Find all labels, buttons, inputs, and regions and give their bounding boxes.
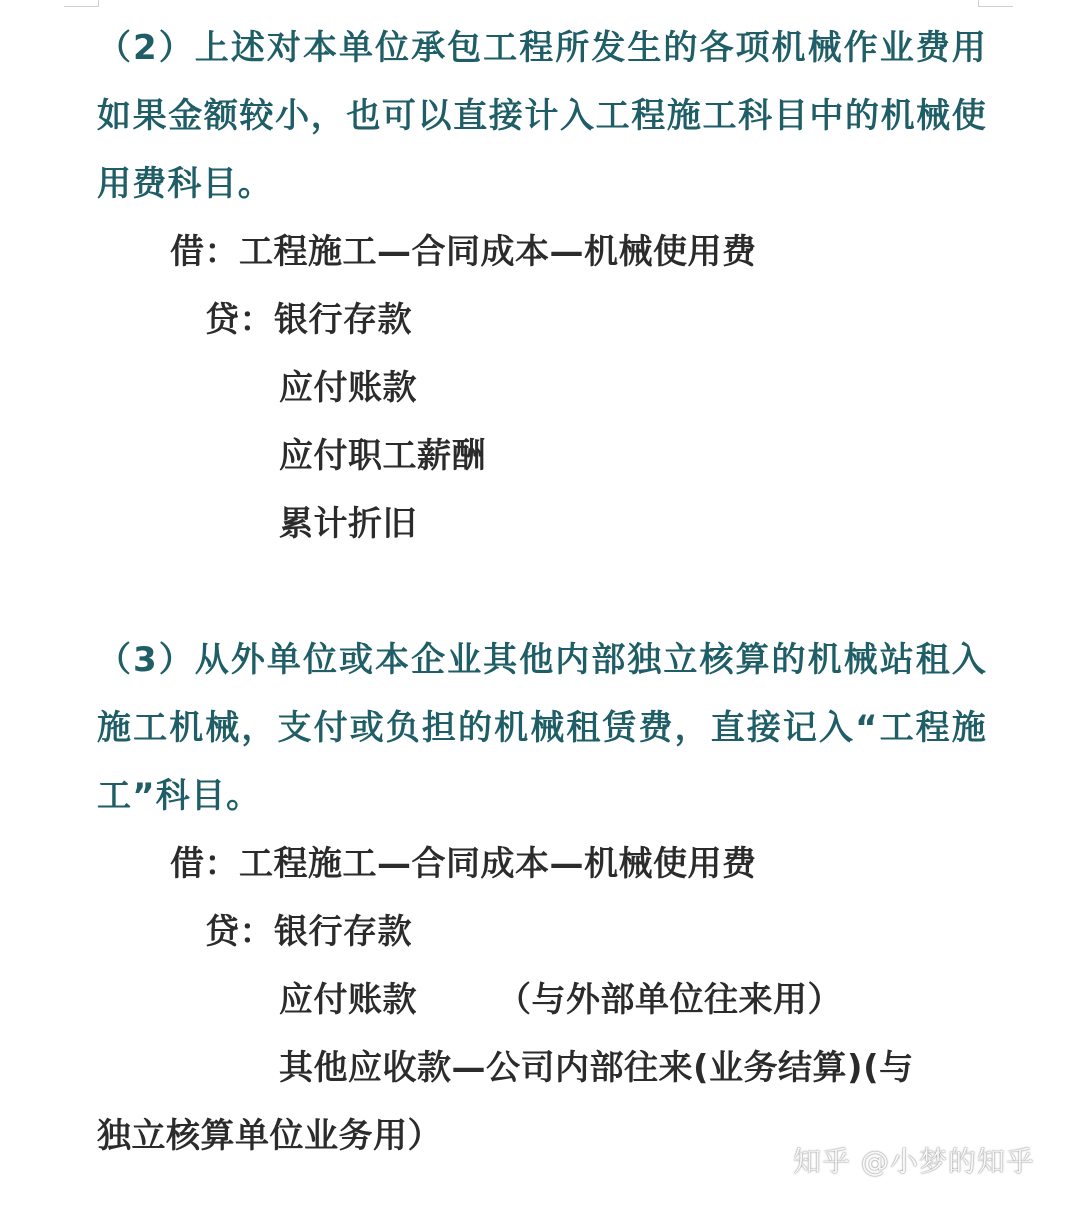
- section-3-credit-item-payable: [279, 980, 842, 1020]
- page-corner-mark-left: [64, 0, 99, 7]
- section-2-debit-entry: 借：工程施工—合同成本—机械使用费: [170, 232, 757, 272]
- page-corner-mark-right: [978, 0, 1013, 7]
- section-2-credit-item-depreciation: 累计折旧: [279, 504, 417, 544]
- section-3-debit-entry: 借：工程施工—合同成本—机械使用费: [170, 844, 757, 884]
- section-3-heading: （3）从外单位或本企业其他内部独立核算的机械站租入施工机械，支付或负担的机械租赁费，直接记入“工程施工”科目。: [97, 640, 987, 816]
- section-2-heading: （2）上述对本单位承包工程所发生的各项机械作业费用如果金额较小，也可以直接计入工程施工科目中的机械使用费科目。: [97, 28, 987, 204]
- section-2-credit-item-payable: 应付账款: [279, 368, 417, 408]
- credit-item-payable-note: （与外部单位往来用）: [497, 980, 842, 1020]
- section-2-credit-item-salary: 应付职工薪酬: [279, 436, 486, 476]
- section-3-credit-item-other-receivable-continued: 独立核算单位业务用）: [97, 1116, 442, 1156]
- zhihu-watermark: 知乎 @小梦的知乎: [793, 1145, 1035, 1178]
- credit-item-payable-label: 应付账款: [279, 980, 417, 1020]
- section-2-credit-entry: 贷：银行存款: [205, 300, 412, 340]
- section-3-credit-item-other-receivable: 其他应收款—公司内部往来(业务结算)(与: [279, 1048, 914, 1088]
- section-3-credit-entry: 贷：银行存款: [205, 912, 412, 952]
